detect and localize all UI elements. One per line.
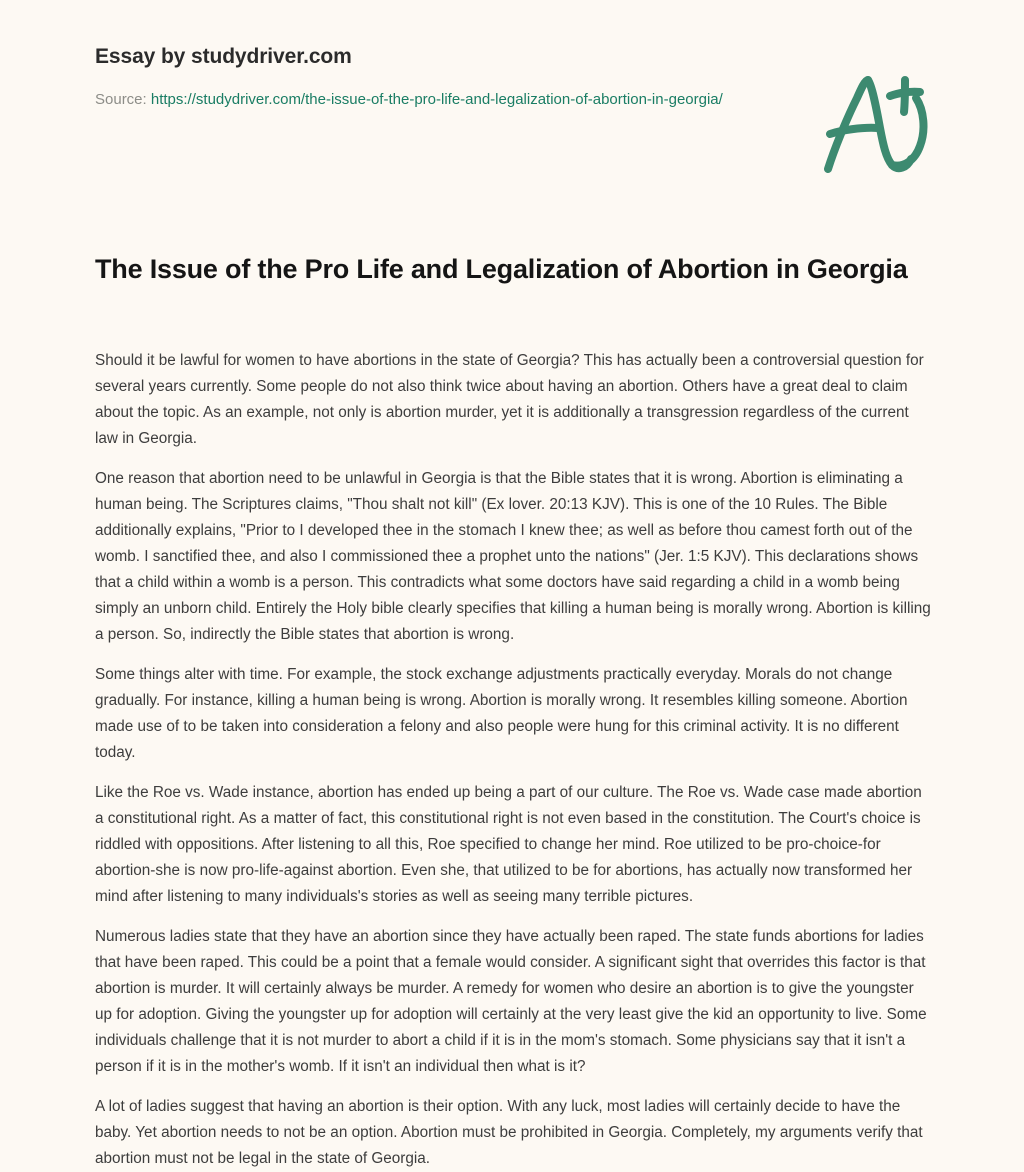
essay-paragraph: Like the Roe vs. Wade instance, abortion has ended up being a part of our culture. The Roe vs. Wade case made abortion a constitutional right. As a matter of fact, this constitutional right is not even based in the constitution. The Court's choice is riddled with oppositions. After listening to all this, Roe specified to change her mind. Roe utilized to be pro-choice-for abortion-she is now pro-life-against abortion. Even she, that utilized to be for abortions, has actually now transformed her mind after listening to many individuals's stories as well as seeing many terrible pictures. xyxy=(95,784,922,905)
essay-paragraph: Numerous ladies state that they have an abortion since they have actually been raped. The state funds abortions for ladies that have been raped. This could be a point that a female would consider. A significant sight that overrides this factor is that abortion is murder. It will certainly always be murder. A remedy for women who desire an abortion is to give the youngster up for adoption. Giving the youngster up for adoption will certainly at the very least give the kid an opportunity to live. Some individuals challenge that it is not murder to abort a child if it is in the mom's stomach. Some physicians say that it isn't a person if it is in the mother's womb. If it isn't an individual then what is it? xyxy=(95,928,927,1075)
essay-paragraph: One reason that abortion need to be unlawful in Georgia is that the Bible states that it is wrong. Abortion is eliminating a human being. The Scriptures claims, "Thou shalt not kill" (Ex lover. 20:13 KJV). This is one of the 10 Rules. The Bible additionally explains, "Prior to I developed thee in the stomach I knew thee; as well as before thou camest forth out of the womb. I sanctified thee, and also I commissioned thee a prophet unto the nations" (Jer. 1:5 KJV). This declarations shows that a child within a womb is a person. This contradicts what some doctors have said regarding a child in a womb being simply an unborn child. Entirely the Holy bible clearly specifies that killing a human being is morally wrong. Abortion is killing a person. So, indirectly the Bible states that abortion is wrong. xyxy=(95,470,931,643)
a-plus-logo-icon xyxy=(812,72,936,176)
page-title: The Issue of the Pro Life and Legalization of Abortion in Georgia xyxy=(95,254,908,284)
a-plus-logo-glyph xyxy=(812,72,936,176)
essay-paragraph: Should it be lawful for women to have abortions in the state of Georgia? This has actually been a controversial question for several years currently. Some people do not also think twice about having an abortion. Others have a great deal to claim about the topic. As an example, not only is abortion murder, yet it is additionally a transgression regardless of the current law in Georgia. xyxy=(95,352,924,447)
essay-body xyxy=(95,348,933,1172)
page-header xyxy=(95,44,755,112)
essay-paragraph: A lot of ladies suggest that having an abortion is their option. With any luck, most ladies will certainly decide to have the baby. Yet abortion needs to not be an option. Abortion must be prohibited in Georgia. Completely, my arguments verify that abortion must not be legal in the state of Georgia. xyxy=(95,1098,923,1167)
source-label: Source: xyxy=(95,91,147,108)
essay-paragraph: Some things alter with time. For example, the stock exchange adjustments practically everyday. Morals do not change gradually. For instance, killing a human being is wrong. Abortion is morally wrong. It resembles killing someone. Abortion made use of to be taken into consideration a felony and also people were hung for this criminal activity. It is no different today. xyxy=(95,666,908,761)
source-url-link[interactable]: https://studydriver.com/the-issue-of-the-pro-life-and-legalization-of-abortion-in-georgia/ xyxy=(150,91,723,108)
source-line xyxy=(95,88,755,112)
brand-heading: Essay by studydriver.com xyxy=(95,45,352,68)
